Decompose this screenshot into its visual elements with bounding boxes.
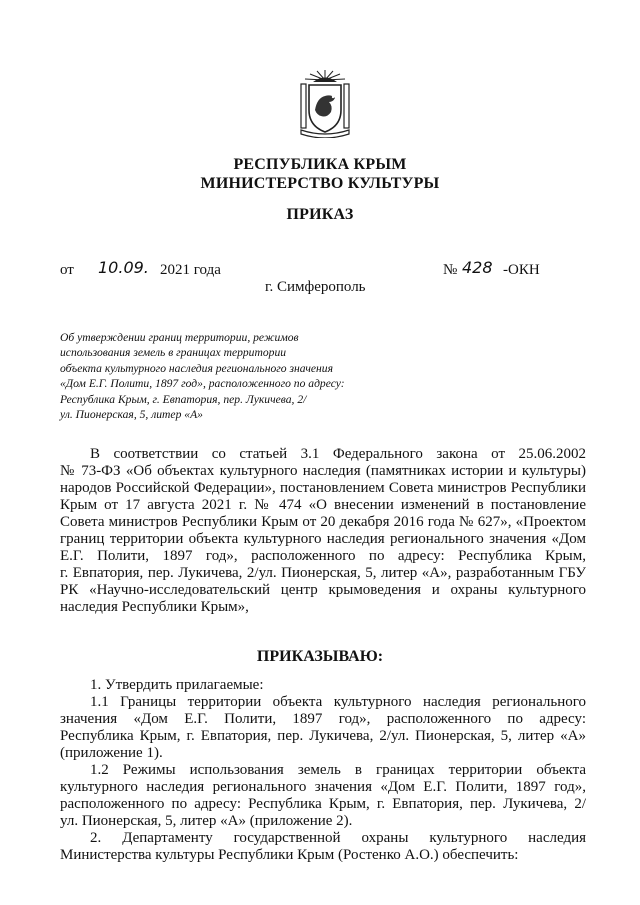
body-line: расположенного по адресу: Республика Крым, г. Евпатория, пер. Лукичева, 2/ [60, 796, 586, 812]
body-line: ул. Пионерская, 5, литер «А» (приложение 2). [60, 813, 353, 829]
preamble-line: наследия Республики Крым», [60, 599, 249, 615]
handwritten-date: 10.09. [98, 258, 149, 277]
body-line: Республика Крым, г. Евпатория, пер. Лукичева, 2/ул. Пионерская, 5, литер «А» [60, 728, 586, 744]
number-label: № [443, 262, 458, 278]
preamble-line: В соответствии со статьей 3.1 Федерального закона от 25.06.2002 [90, 446, 586, 462]
preamble-line: Крым от 17 августа 2021 г. № 474 «О внесении изменений в постановление [60, 497, 586, 513]
date-year: 2021 года [160, 262, 221, 278]
order-heading: ПРИКАЗЫВАЮ: [256, 648, 384, 665]
preamble-line: № 73-ФЗ «Об объектах культурного наследия (памятниках истории и культуры) [60, 463, 586, 479]
header-ministry: МИНИСТЕРСТВО КУЛЬТУРЫ [200, 175, 440, 192]
subject-line: ул. Пионерская, 5, литер «А» [60, 408, 203, 422]
subject-line: объекта культурного наследия регионального значения [60, 361, 333, 375]
subject-line: Республика Крым, г. Евпатория, пер. Лукичева, 2/ [60, 392, 307, 406]
preamble-line: РК «Научно-исследовательский центр крымоведения и охраны культурного [60, 582, 586, 598]
subject-line: «Дом Е.Г. Полити, 1897 год», расположенного по адресу: [60, 377, 345, 391]
preamble-line: границ территории объекта культурного наследия регионального значения «Дом [60, 531, 586, 547]
body-line: (приложение 1). [60, 745, 163, 761]
body-line: значения «Дом Е.Г. Полити, 1897 год», расположенного по адресу: [60, 711, 586, 727]
body-line: 1. Утвердить прилагаемые: [90, 677, 264, 693]
preamble-line: г. Евпатория, пер. Лукичева, 2/ул. Пионерская, 5, литер «А», разработанным ГБУ [60, 565, 586, 581]
preamble-line: Совета министров Республики Крым от 20 декабря 2016 года № 627», «Проектом [60, 514, 586, 530]
handwritten-number: 428 [462, 258, 493, 277]
date-from-label: от [60, 262, 74, 278]
subject-block [60, 330, 390, 422]
document-type-title: ПРИКАЗ [286, 206, 354, 223]
body-line: Министерства культуры Республики Крым (Ростенко А.О.) обеспечить: [60, 847, 519, 863]
body-line: культурного наследия регионального значения «Дом Е.Г. Полити, 1897 год», [60, 779, 586, 795]
body-line: 1.2 Режимы использования земель в границах территории объекта [90, 762, 586, 778]
coat-of-arms-emblem [295, 68, 355, 138]
preamble-line: народов Российской Федерации», постановлением Совета министров Республики [60, 480, 586, 496]
subject-line: использования земель в границах территории [60, 346, 287, 360]
body-line: 1.1 Границы территории объекта культурного наследия регионального [90, 694, 586, 710]
number-suffix: -ОКН [503, 262, 540, 278]
city: г. Симферополь [265, 279, 366, 295]
body-line: 2. Департаменту государственной охраны культурного наследия [90, 830, 586, 846]
subject-line: Об утверждении границ территории, режимов [60, 331, 299, 344]
header-republic: РЕСПУБЛИКА КРЫМ [233, 156, 407, 173]
preamble-line: Е.Г. Полити, 1897 год», расположенного по адресу: Республика Крым, [60, 548, 586, 564]
